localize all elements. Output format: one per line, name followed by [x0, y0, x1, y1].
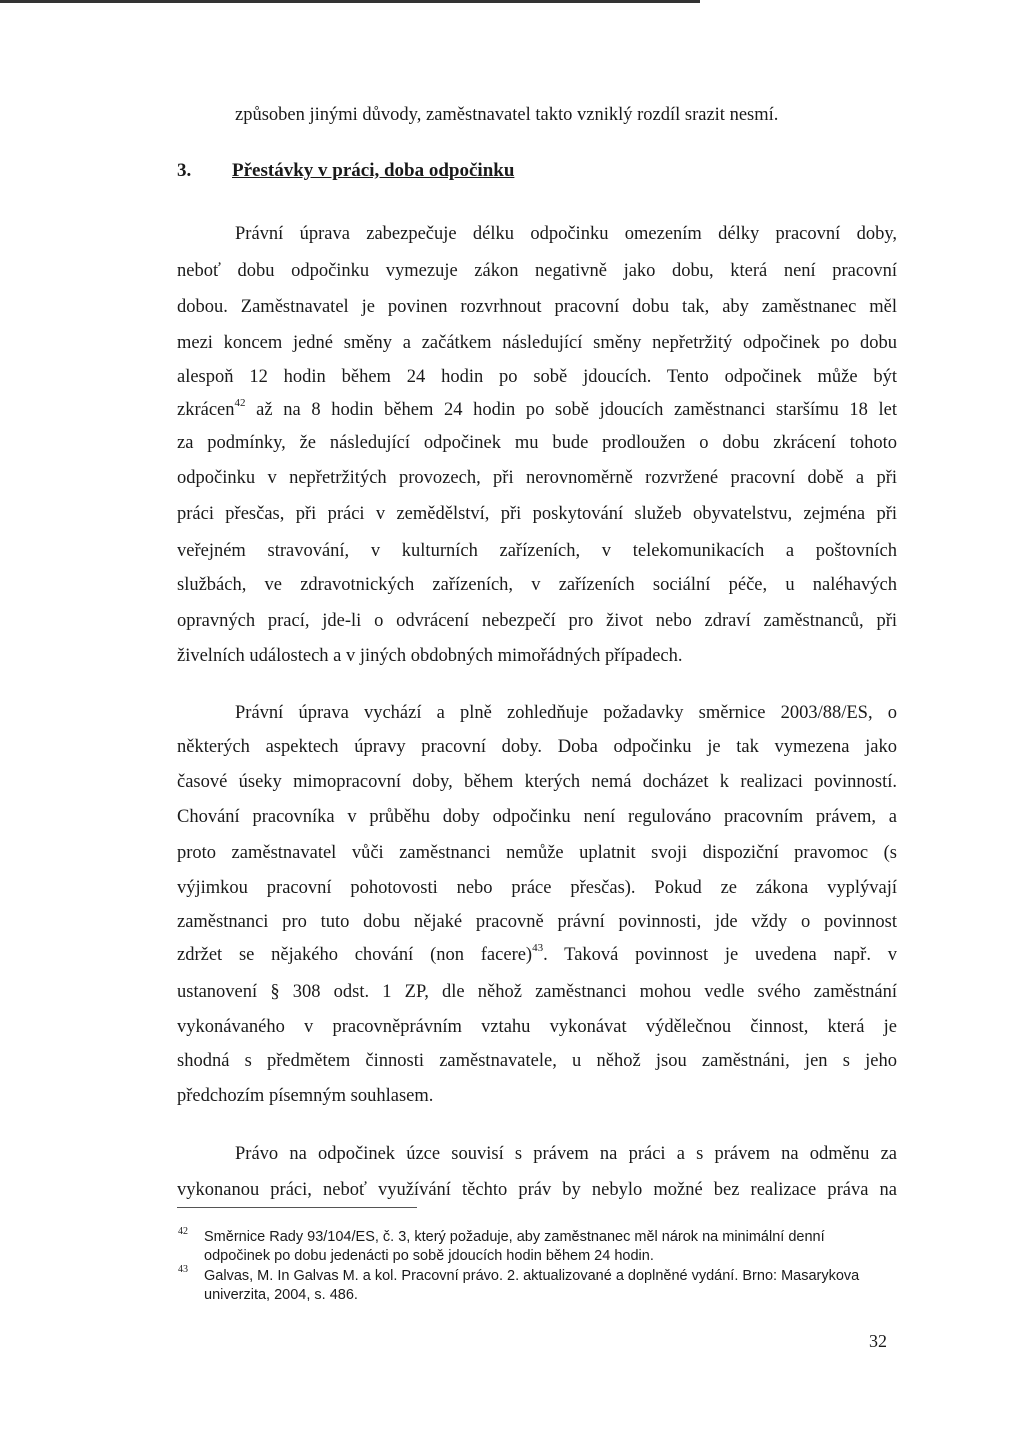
p2-line-4: Chování pracovníka v průběhu doby odpočinku není regulováno pracovním právem, a	[177, 807, 897, 827]
footnote-ref-43: 43	[532, 941, 544, 954]
section-title: Přestávky v práci, doba odpočinku	[232, 160, 515, 181]
p1-line-3: dobou. Zaměstnavatel je povinen rozvrhnout pracovní dobu tak, aby zaměstnanec měl	[177, 297, 897, 317]
footnote-43-line-2: univerzita, 2004, s. 486.	[204, 1287, 358, 1303]
p2-line-6: výjimkou pracovní pohotovosti nebo práce přesčas). Pokud ze zákona vyplývají	[177, 878, 897, 898]
top-rule	[0, 0, 700, 3]
section-number: 3.	[177, 160, 192, 181]
p1-line-4: mezi koncem jedné směny a začátkem následující směny nepřetržitý odpočinek po dobu	[177, 333, 897, 353]
footnote-42-line-1: Směrnice Rady 93/104/ES, č. 3, který požaduje, aby zaměstnanec měl nárok na minimální denní	[204, 1229, 825, 1245]
footnote-separator	[177, 1207, 417, 1208]
p3-line-2: vykonanou práci, neboť využívání těchto práv by nebylo možné bez realizace práva na	[177, 1180, 897, 1200]
p2-line-8-prefix: zdržet se nějakého chování (non facere)	[177, 945, 533, 965]
p2-line-9: ustanovení § 308 odst. 1 ZP, dle něhož zaměstnanci mohou vedle svého zaměstnání	[177, 982, 897, 1002]
p2-line-8	[177, 941, 898, 966]
p1-line-5: alespoň 12 hodin během 24 hodin po sobě jdoucích. Tento odpočinek může být	[177, 367, 897, 387]
p1-line-7: za podmínky, že následující odpočinek mu bude prodloužen o dobu zkrácení tohoto	[177, 433, 897, 453]
p3-line-1: Právo na odpočinek úzce souvisí s právem na práci a s právem na odměnu za	[235, 1144, 897, 1164]
footnote-ref-42: 42	[234, 396, 246, 409]
p1-line-13: živelních událostech a v jiných obdobných mimořádných případech.	[177, 646, 683, 666]
p2-line-11: shodná s předmětem činnosti zaměstnavatele, u něhož jsou zaměstnáni, jen s jeho	[177, 1051, 897, 1071]
p1-line-6-prefix: zkrácen	[177, 400, 235, 420]
p2-line-10: vykonávaného v pracovněprávním vztahu vykonávat výdělečnou činnost, která je	[177, 1017, 897, 1037]
p1-line-6	[177, 396, 898, 421]
page-number: 32	[869, 1331, 887, 1351]
p2-line-2: některých aspektech úpravy pracovní doby. Doba odpočinku je tak vymezena jako	[177, 737, 897, 757]
p1-line-9: práci přesčas, při práci v zemědělství, při poskytování služeb obyvatelstvu, zejména při	[177, 504, 897, 524]
p1-line-11: službách, ve zdravotnických zařízeních, v zařízeních sociální péče, u naléhavých	[177, 575, 897, 595]
footnote-43-number: 43	[178, 1264, 188, 1275]
p2-line-3: časové úseky mimopracovní doby, během kterých nemá docházet k realizaci povinností.	[177, 772, 897, 792]
p2-line-7: zaměstnanci pro tuto dobu nějaké pracovně právní povinnosti, jde vždy o povinnost	[177, 912, 897, 932]
p2-line-12: předchozím písemným souhlasem.	[177, 1086, 434, 1106]
footnote-43-line-1: Galvas, M. In Galvas M. a kol. Pracovní právo. 2. aktualizované a doplněné vydání. Brno: Masarykova	[204, 1268, 860, 1284]
p1-line-12: opravných prací, jde-li o odvrácení nebezpečí pro život nebo zdraví zaměstnanců, při	[177, 611, 897, 631]
p1-line-8: odpočinku v nepřetržitých provozech, při nerovnoměrně rozvržené pracovní době a při	[177, 468, 897, 488]
p2-line-5: proto zaměstnavatel vůči zaměstnanci nemůže uplatnit svoji dispoziční pravomoc (s	[177, 843, 897, 863]
p2-line-8-rest: . Taková povinnost je uvedena např. v	[543, 945, 898, 965]
p1-line-6-rest: až na 8 hodin během 24 hodin po sobě jdoucích zaměstnanci staršímu 18 let	[256, 400, 898, 420]
footnote-42-number: 42	[178, 1226, 188, 1237]
carryover-line: způsoben jinými důvody, zaměstnavatel takto vzniklý rozdíl srazit nesmí.	[235, 105, 779, 125]
p1-line-10: veřejném stravování, v kulturních zařízeních, v telekomunikacích a poštovních	[177, 541, 897, 561]
footnote-42-line-2: odpočinek po dobu jedenácti po sobě jdoucích hodin během 24 hodin.	[204, 1248, 654, 1264]
p1-line-1: Právní úprava zabezpečuje délku odpočinku omezením délky pracovní doby,	[235, 224, 897, 244]
p2-line-1: Právní úprava vychází a plně zohledňuje požadavky směrnice 2003/88/ES, o	[235, 703, 897, 723]
p1-line-2: neboť dobu odpočinku vymezuje zákon negativně jako dobu, která není pracovní	[177, 261, 897, 281]
